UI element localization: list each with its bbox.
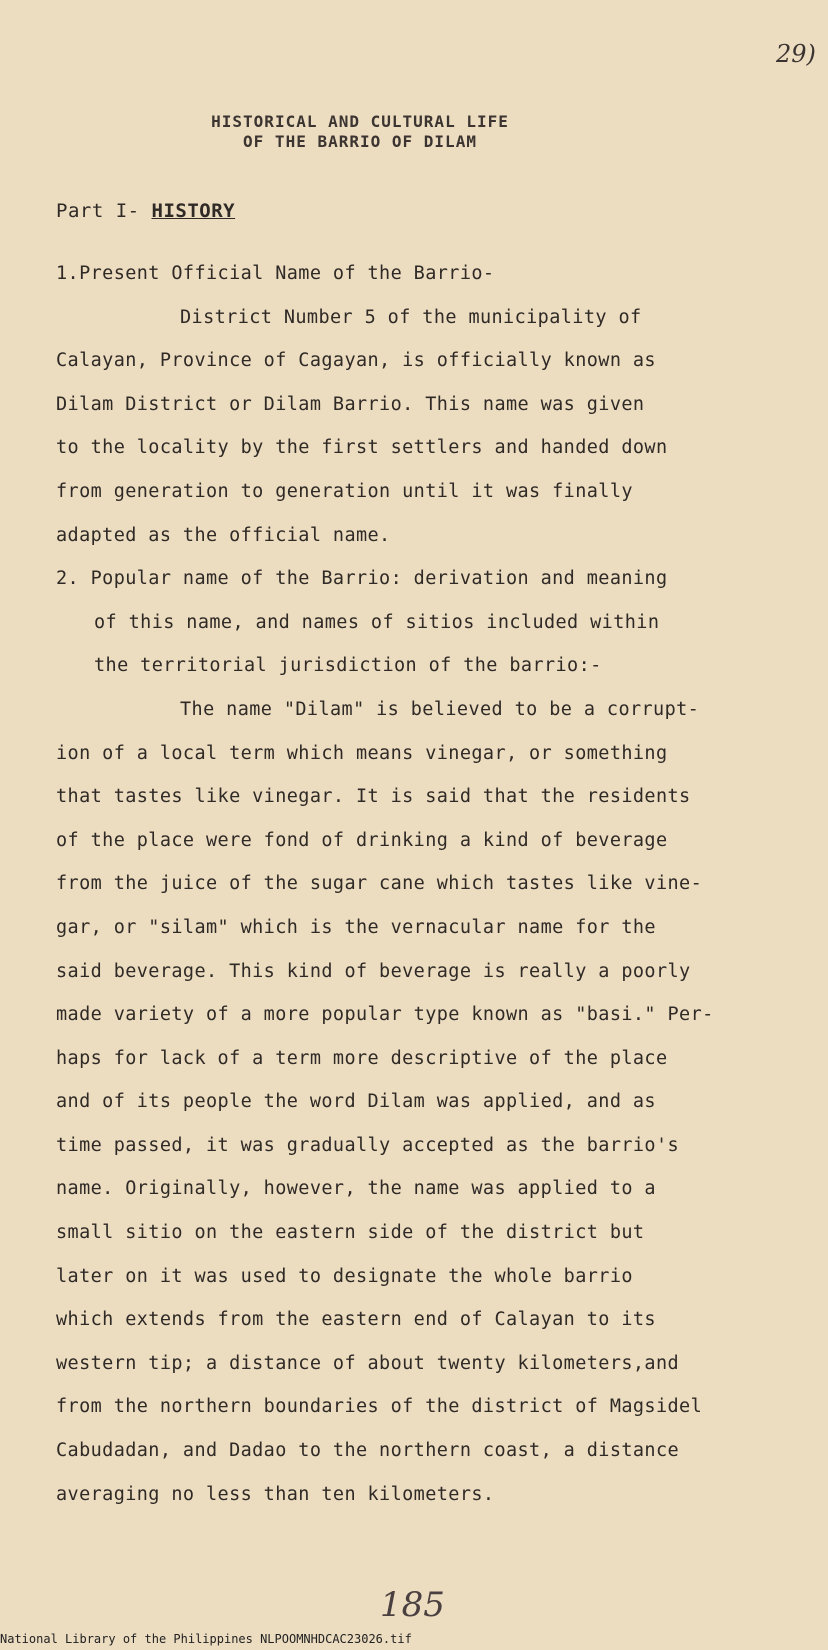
section-title: HISTORY (151, 200, 236, 222)
title-line-2: OF THE BARRIO OF DILAM (243, 132, 477, 151)
document-body (56, 252, 776, 1516)
text-line: from generation to generation until it was finally (56, 480, 633, 502)
section-heading (56, 200, 235, 222)
text-line: to the locality by the first settlers and handed down (56, 437, 668, 459)
section-prefix: Part I- (56, 200, 152, 222)
text-line: 2. Popular name of the Barrio: derivation and meaning (56, 568, 668, 590)
handwritten-number: 185 (380, 1585, 445, 1625)
text-line: from the northern boundaries of the district of Magsidel (56, 1396, 703, 1418)
text-line: haps for lack of a term more descriptive of the place (56, 1047, 668, 1069)
text-line: made variety of a more popular type known as "basi." Per- (56, 1004, 714, 1026)
text-line: averaging no less than ten kilometers. (56, 1483, 495, 1505)
footer-caption: National Library of the Philippines NLPOOMNHDCAC23026.tif (0, 1632, 520, 1646)
text-line: western tip; a distance of about twenty kilometers,and (56, 1352, 680, 1374)
document-title (140, 112, 580, 152)
text-line: that tastes like vinegar. It is said that the residents (56, 786, 691, 808)
title-line-1: HISTORICAL AND CULTURAL LIFE (211, 112, 509, 131)
text-line: Cabudadan, and Dadao to the northern coast, a distance (56, 1440, 680, 1462)
text-line: later on it was used to designate the whole barrio (56, 1265, 633, 1287)
text-line: small sitio on the eastern side of the district but (56, 1222, 645, 1244)
text-line: of the place were fond of drinking a kind of beverage (56, 829, 668, 851)
text-line: the territorial jurisdiction of the barrio:- (94, 655, 602, 677)
page-number: 29) (776, 40, 816, 68)
text-line: said beverage. This kind of beverage is really a poorly (56, 960, 691, 982)
text-line: ion of a local term which means vinegar, or something (56, 742, 668, 764)
text-line: name. Originally, however, the name was applied to a (56, 1178, 656, 1200)
text-line: from the juice of the sugar cane which tastes like vine- (56, 873, 703, 895)
text-line: and of its people the word Dilam was applied, and as (56, 1091, 656, 1113)
text-line: The name "Dilam" is believed to be a corrupt- (180, 698, 700, 720)
text-line: time passed, it was gradually accepted as the barrio's (56, 1134, 680, 1156)
text-line: 1.Present Official Name of the Barrio- (56, 263, 495, 284)
text-line: of this name, and names of sitios included within (94, 611, 660, 633)
text-line: gar, or "silam" which is the vernacular name for the (56, 916, 656, 938)
text-line: Dilam District or Dilam Barrio. This name was given (56, 393, 645, 415)
text-line: adapted as the official name. (56, 524, 391, 546)
text-line: District Number 5 of the municipality of (180, 306, 642, 328)
text-line: which extends from the eastern end of Calayan to its (56, 1309, 656, 1331)
text-line: Calayan, Province of Cagayan, is officially known as (56, 350, 656, 372)
